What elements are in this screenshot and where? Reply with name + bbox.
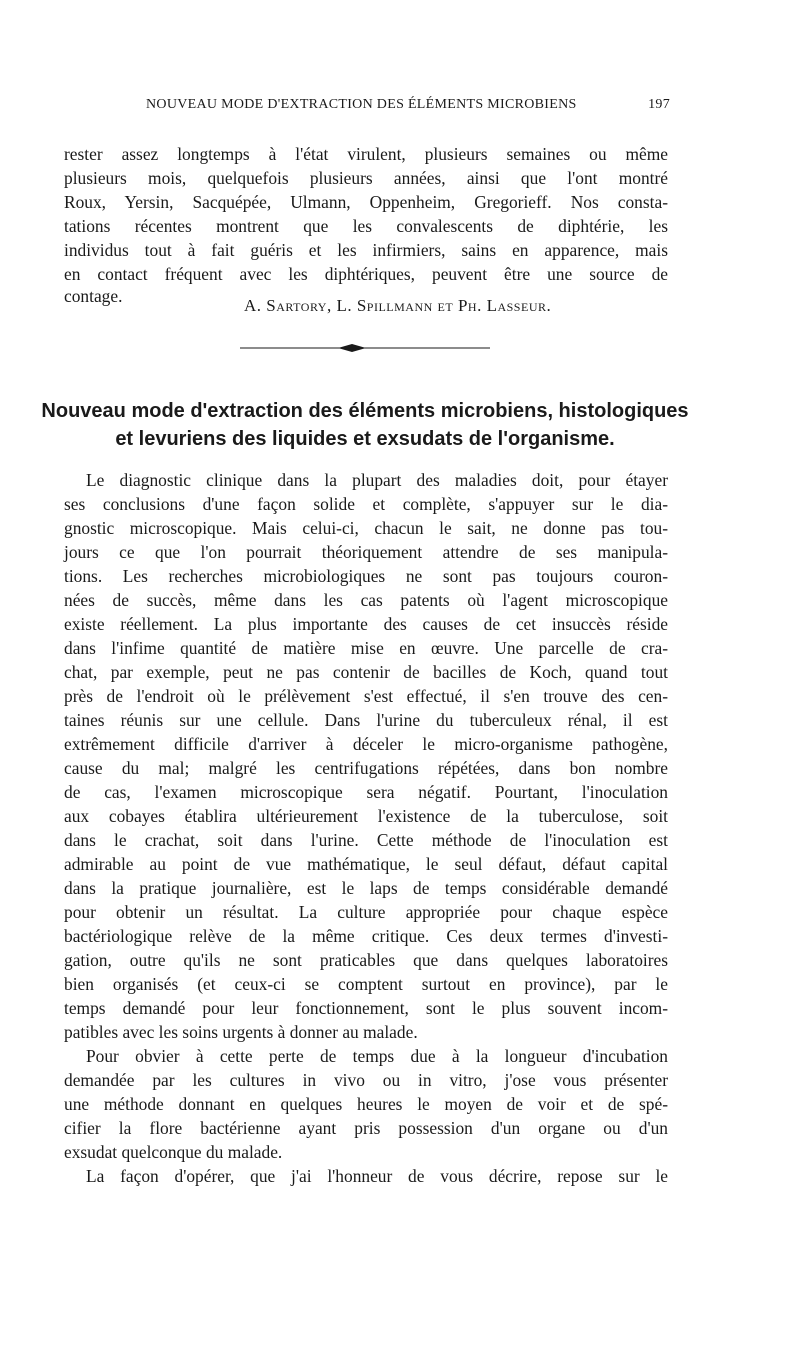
article-title-line: Nouveau mode d'extraction des éléments microbiens, histologiques [41,400,689,422]
text-line: bactériologique relève de la même critique. Ces deux termes d'investi- [64,926,668,946]
text-line: aux cobayes établira ultérieurement l'existence de la tuberculose, soit [64,806,668,826]
text-line: contage. [64,286,123,306]
text-line: plusieurs mois, quelquefois plusieurs années, ainsi que l'ont montré [64,168,668,188]
text-line: chat, par exemple, peut ne pas contenir de bacilles de Koch, quand tout [64,662,668,682]
text-line: patibles avec les soins urgents à donner au malade. [64,1022,418,1042]
section-separator [240,342,490,354]
text-line: cifier la flore bactérienne ayant pris possession d'un organe ou d'un [64,1118,668,1138]
text-line: en contact fréquent avec les diphtériques, peuvent être une source de [64,264,668,284]
text-line: dans le crachat, soit dans l'urine. Cette méthode de l'inoculation est [64,830,668,850]
text-line: Le diagnostic clinique dans la plupart des maladies doit, pour étayer [86,470,668,490]
text-line: nées de succès, même dans les cas patents où l'agent microscopique [64,590,668,610]
text-line: gation, outre qu'ils ne sont praticables que dans quelques laboratoires [64,950,668,970]
text-line: rester assez longtemps à l'état virulent, plusieurs semaines ou même [64,144,668,164]
text-line: individus tout à fait guéris et les infirmiers, sains en apparence, mais [64,240,668,260]
running-title: NOUVEAU MODE D'EXTRACTION DES ÉLÉMENTS MICROBIENS [146,97,577,112]
article-title-line: et levuriens des liquides et exsudats de l'organisme. [115,428,615,450]
text-line: ses conclusions d'une façon solide et complète, s'appuyer sur le dia- [64,494,668,514]
text-line: temps demandé pour leur fonctionnement, sont le plus souvent incom- [64,998,668,1018]
text-line: Roux, Yersin, Sacquépée, Ulmann, Oppenheim, Gregorieff. Nos consta- [64,192,668,212]
text-line: dans l'infime quantité de matière mise en œuvre. Une parcelle de cra- [64,638,668,658]
text-line: La façon d'opérer, que j'ai l'honneur de vous décrire, repose sur le [86,1166,668,1186]
text-line: demandée par les cultures in vivo ou in vitro, j'ose vous présenter [64,1070,668,1090]
text-line: tations récentes montrent que les convalescents de diphtérie, les [64,216,668,236]
page-number: 197 [648,97,670,112]
text-line: jours ce que l'on pourrait théoriquement attendre de ses manipula- [64,542,668,562]
text-line: taines réunis sur une cellule. Dans l'urine du tuberculeux rénal, il est [64,710,668,730]
text-line: admirable au point de vue mathématique, le seul défaut, défaut capital [64,854,668,874]
author-signature: A. Sartory, L. Spillmann et Ph. Lasseur. [244,296,552,315]
text-line: dans la pratique journalière, est le laps de temps considérable demandé [64,878,668,898]
text-line: près de l'endroit où le prélèvement s'est effectué, il s'en trouve des cen- [64,686,668,706]
text-line: pour obtenir un résultat. La culture appropriée pour chaque espèce [64,902,668,922]
running-head [64,97,670,117]
text-line: extrêmement difficile d'arriver à déceler le micro-organisme pathogène, [64,734,668,754]
text-line: Pour obvier à cette perte de temps due à la longueur d'incubation [86,1046,668,1066]
text-line: tions. Les recherches microbiologiques ne sont pas toujours couron- [64,566,668,586]
text-line: de cas, l'examen microscopique sera négatif. Pourtant, l'inoculation [64,782,668,802]
text-line: existe réellement. La plus importante des causes de cet insuccès réside [64,614,668,634]
text-line: bien organisés (et ceux-ci se comptent surtout en province), par le [64,974,668,994]
text-line: une méthode donnant en quelques heures le moyen de voir et de spé- [64,1094,668,1114]
text-line: exsudat quelconque du malade. [64,1142,283,1162]
text-line: gnostic microscopique. Mais celui-ci, chacun le sait, ne donne pas tou- [64,518,668,538]
text-line: cause du mal; malgré les centrifugations répétées, dans bon nombre [64,758,668,778]
